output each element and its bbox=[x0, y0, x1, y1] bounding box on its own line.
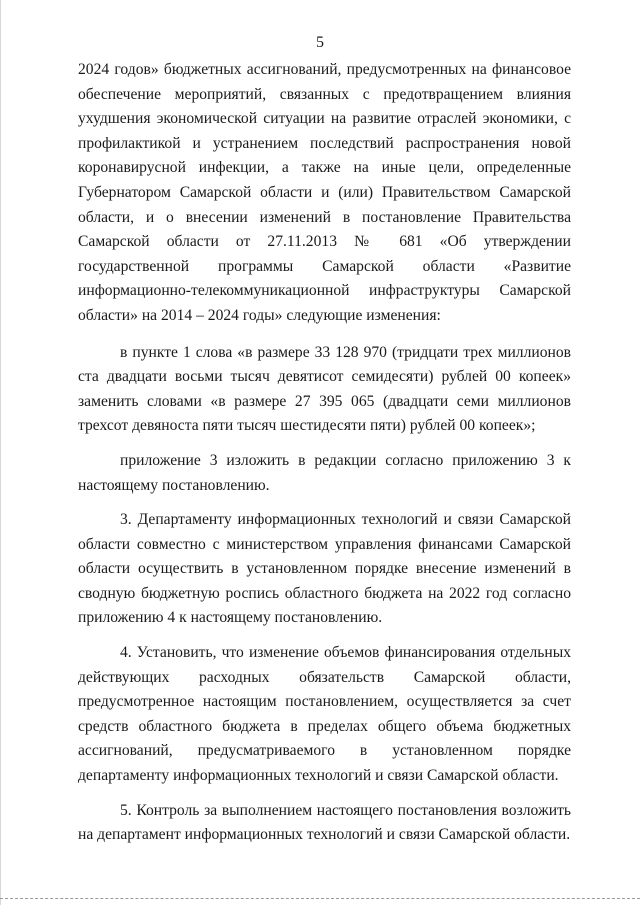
scan-edge-left bbox=[0, 0, 1, 905]
page-number: 5 bbox=[316, 34, 324, 51]
document-body bbox=[78, 58, 571, 848]
paragraph-clause-5: 5. Контроль за выполнением настоящего постановления возложить на департамент информационных технологий и связи Самарской области. bbox=[78, 801, 571, 844]
paragraph-appendix-3: приложение 3 изложить в редакции согласно приложению 3 к настоящему постановлению. bbox=[78, 451, 571, 494]
scan-edge-bottom bbox=[0, 898, 640, 899]
paragraph-item-1-amount: в пункте 1 слова «в размере 33 128 970 (тридцати трех миллионов ста двадцати восьми тысяч девятисот семидесяти) рублей 00 копеек» заменить словами «в размере 27 395 065 (двадцати семи миллионов трехсот девяноста пяти тысяч шестидесяти пяти) рублей 00 копеек»; bbox=[78, 343, 571, 435]
paragraph-clause-3: 3. Департаменту информационных технологий и связи Самарской области совместно с министерством управления финансами Самарской области осуществить в установленном порядке внесение изменений в сводную бюджетную роспись областного бюджета на 2022 год согласно приложению 4 к настоящему постановлению. bbox=[78, 511, 571, 627]
paragraph-clause-4: 4. Установить, что изменение объемов финансирования отдельных действующих расходных обязательств Самарской области, предусмотренное настоящим постановлением, осуществляется за счет средств областного бюджета в пределах общего объема бюджетных ассигнований, предусматриваемого в установленном порядке департаменту информационных технологий и связи Самарской области. bbox=[78, 644, 571, 785]
paragraph-continuation: 2024 годов» бюджетных ассигнований, предусмотренных на финансовое обеспечение мероприятий, связанных с предотвращением влияния ухудшения экономической ситуации на развитие отраслей экономики, с профилактикой и устранением последствий распространения новой коронавирусной инфекции, а также на иные цели, определенные Губернатором Самарской области и (или) Правительством Самарской области, и о внесении изменений в постановление Правительства Самарской области от 27.11.2013 № 681 «Об утверждении государственной программы Самарской области «Развитие информационно-телекоммуникационной инфраструктуры Самарской области» на 2014 – 2024 годы» следующие изменения: bbox=[78, 61, 571, 324]
